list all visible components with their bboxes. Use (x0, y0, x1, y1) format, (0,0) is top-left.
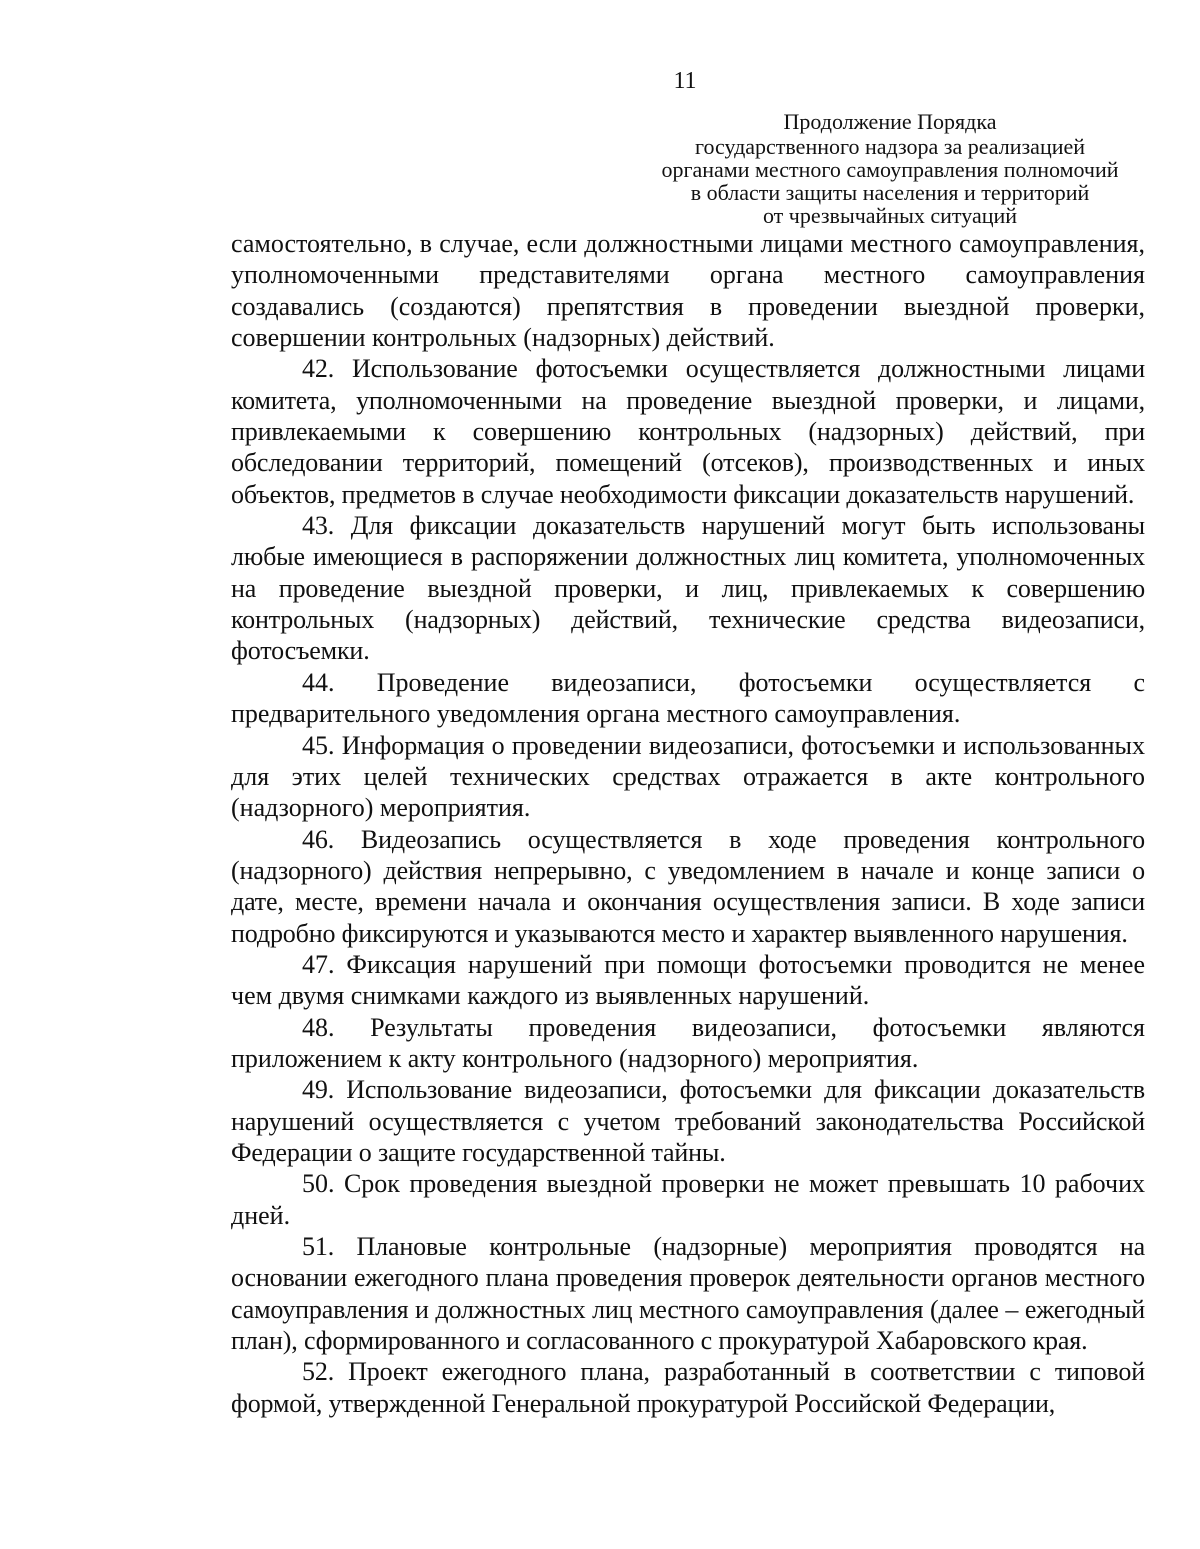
paragraph-43: 43. Для фиксации доказательств нарушений могут быть использованы любые имеющиеся в распоряжении должностных лиц комитета, уполномоченных на проведение выездной проверки, и лиц, привлекаемых к совершению контрольных (надзорных) действий, технические средства видеозаписи, фотосъемки. (231, 511, 1145, 666)
paragraph-49: 49. Использование видеозаписи, фотосъемки для фиксации доказательств нарушений осуществляется с учетом требований законодательства Российской Федерации о защите государственной тайны. (231, 1075, 1145, 1167)
paragraph-42: 42. Использование фотосъемки осуществляется должностными лицами комитета, уполномоченными на проведение выездной проверки, и лицами, привлекаемыми к совершению контрольных (надзорных) действий, при обследовании территорий, помещений (отсеков), производственных и иных объектов, предметов в случае необходимости фиксации доказательств нарушений. (231, 354, 1145, 509)
document-header (600, 110, 1180, 227)
paragraph-45: 45. Информация о проведении видеозаписи, фотосъемки и использованных для этих целей технических средствах отражается в акте контрольного (надзорного) мероприятия. (231, 730, 1145, 823)
paragraph-52: 52. Проект ежегодного плана, разработанный в соответствии с типовой формой, утвержденной Генеральной прокуратурой Российской Федерации, (231, 1357, 1145, 1418)
header-line: Продолжение Порядка (783, 109, 997, 134)
paragraph: самостоятельно, в случае, если должностными лицами местного самоуправления, уполномоченными представителями органа местного самоуправления создавались (создаются) препятствия в проведении выездной проверки, совершении контрольных (надзорных) действий. (231, 229, 1145, 353)
paragraph-50: 50. Срок проведения выездной проверки не может превышать 10 рабочих дней. (231, 1169, 1145, 1230)
page-number: 11 (673, 68, 697, 94)
paragraph-51: 51. Плановые контрольные (надзорные) мероприятия проводятся на основании ежегодного плана проведения проверок деятельности органов местного самоуправления и должностных лиц местного самоуправления (далее – ежегодный план), сформированного и согласованного с прокуратурой Хабаровского края. (231, 1232, 1145, 1356)
paragraph-48: 48. Результаты проведения видеозаписи, фотосъемки являются приложением к акту контрольного (надзорного) мероприятия. (231, 1012, 1145, 1073)
document-body (231, 228, 1145, 1419)
header-line: в области защиты населения и территорий (690, 180, 1090, 205)
paragraph-47: 47. Фиксация нарушений при помощи фотосъемки проводится не менее чем двумя снимками каждого из выявленных нарушений. (231, 949, 1145, 1011)
paragraph-44: 44. Проведение видеозаписи, фотосъемки осуществляется с предварительного уведомления органа местного самоуправления. (231, 667, 1145, 729)
header-line: органами местного самоуправления полномочий (661, 157, 1119, 182)
header-line: от чрезвычайных ситуаций (762, 203, 1018, 228)
paragraph-46: 46. Видеозапись осуществляется в ходе проведения контрольного (надзорного) действия непрерывно, с уведомлением в начале и конце записи о дате, месте, времени начала и окончания осуществления записи. В ходе записи подробно фиксируются и указываются место и характер выявленного нарушения. (231, 824, 1145, 948)
header-line: государственного надзора за реализацией (694, 134, 1086, 159)
